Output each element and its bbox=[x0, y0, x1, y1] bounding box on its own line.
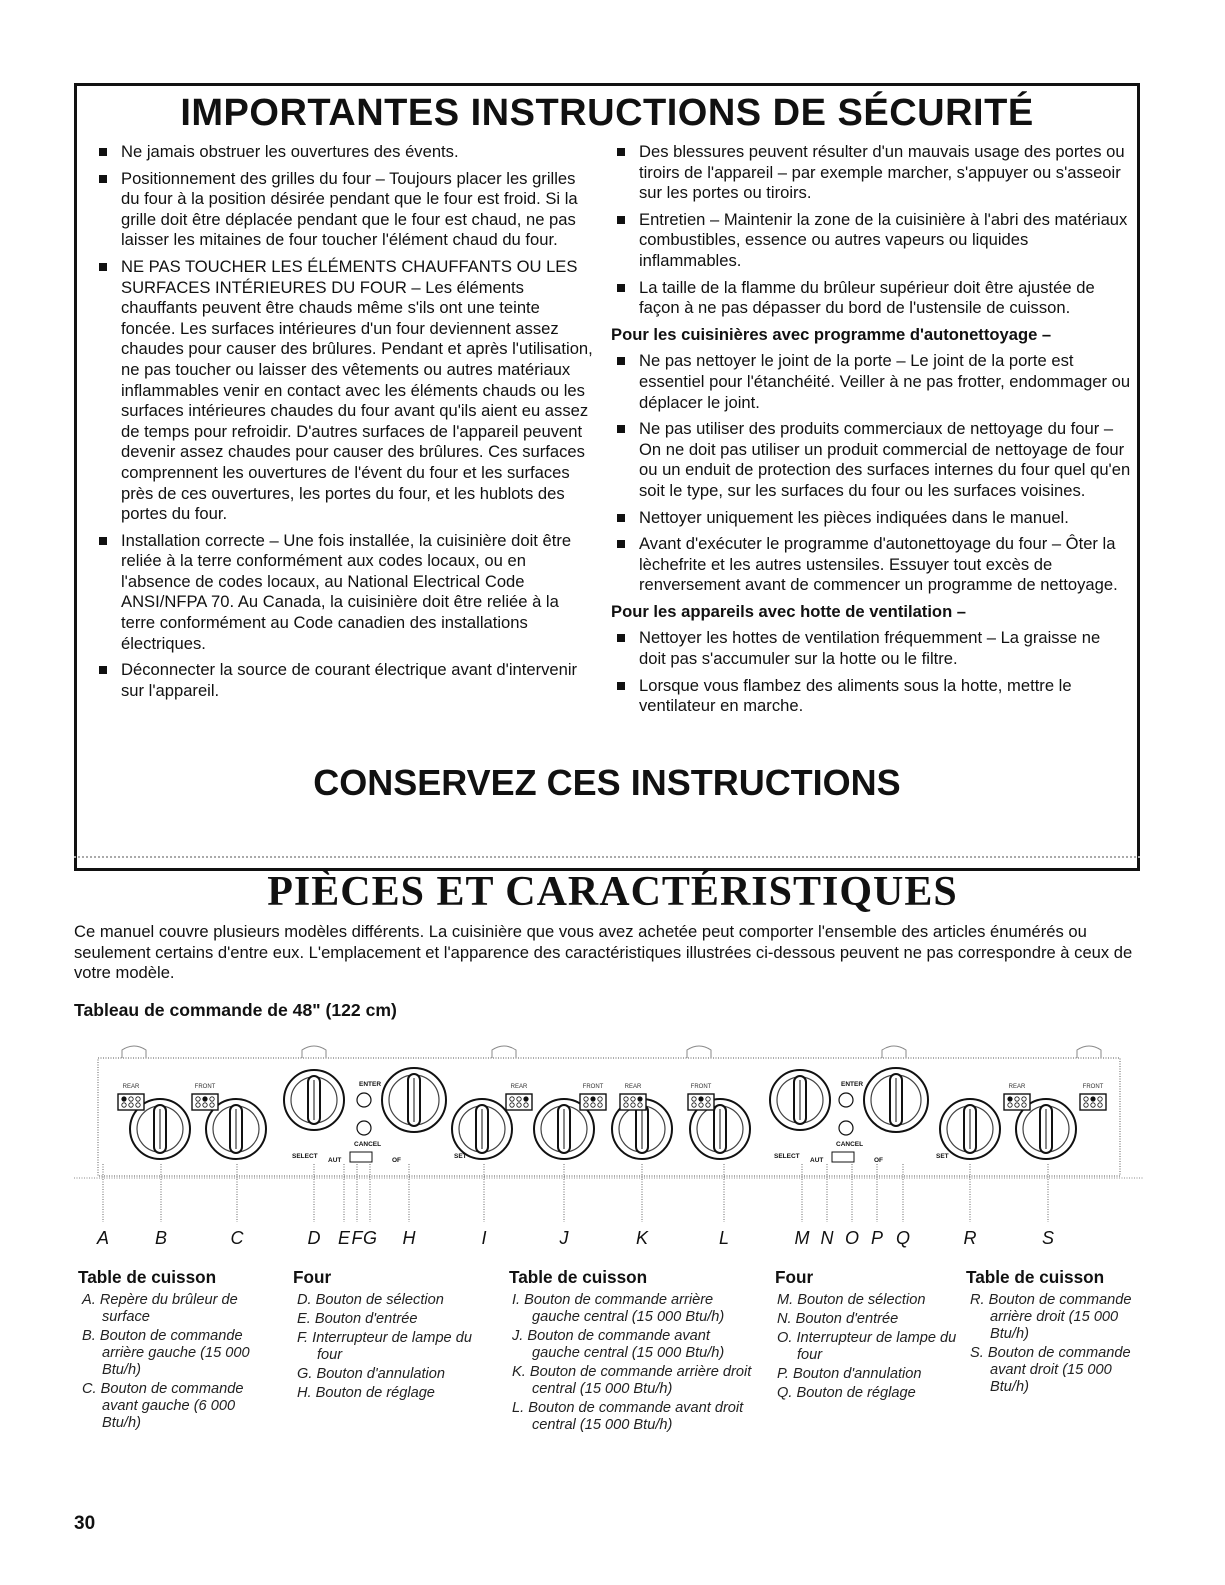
callout-letter: G bbox=[362, 1228, 378, 1248]
callout-letter: O bbox=[844, 1228, 860, 1248]
panel-hinge bbox=[122, 1046, 146, 1058]
surface-burner-marker bbox=[688, 1084, 714, 1110]
burner-marker-dot bbox=[122, 1103, 126, 1107]
callout-letter: R bbox=[963, 1228, 977, 1248]
burner-marker-dot bbox=[510, 1097, 514, 1101]
burner-marker-dot bbox=[631, 1097, 635, 1101]
callout-letter: M bbox=[794, 1228, 810, 1248]
callout-letter: C bbox=[230, 1228, 244, 1248]
safety-title: IMPORTANTES INSTRUCTIONS DE SÉCURITÉ bbox=[180, 92, 1034, 134]
surface-burner-marker bbox=[620, 1084, 646, 1110]
legend-item: B. Bouton de commande arrière gauche (15 000 Btu/h) bbox=[82, 1328, 250, 1378]
burner-marker-label: FRONT bbox=[690, 1084, 712, 1090]
set-label: SET bbox=[936, 1153, 949, 1160]
legend-item: F. Interrupteur de lampe du four bbox=[297, 1330, 472, 1363]
callout-letter: K bbox=[635, 1228, 649, 1248]
burner-marker-dot bbox=[203, 1103, 207, 1107]
legend-item: A. Repère du brûleur de surface bbox=[82, 1292, 238, 1325]
burner-marker-label: REAR bbox=[122, 1084, 140, 1090]
callout-letter: Q bbox=[895, 1228, 911, 1248]
legend-item: G. Bouton d'annulation bbox=[297, 1366, 446, 1382]
safety-right-column bbox=[611, 142, 1131, 723]
legend-item: N. Bouton d'entrée bbox=[777, 1311, 899, 1327]
legend-oven-head-2: Four bbox=[775, 1267, 814, 1287]
burner-marker-dot bbox=[129, 1097, 133, 1101]
enter-label: ENTER bbox=[841, 1081, 864, 1088]
panel-hinge bbox=[687, 1046, 711, 1058]
legend-cooktop-head-1: Table de cuisson bbox=[78, 1267, 217, 1287]
burner-marker-dot bbox=[692, 1097, 696, 1101]
cancel-button bbox=[839, 1121, 853, 1135]
burner-marker-dot bbox=[196, 1097, 200, 1101]
legend-item: J. Bouton de commande avant gauche central (15 000 Btu/h) bbox=[512, 1328, 725, 1361]
burner-marker-dot bbox=[584, 1097, 588, 1101]
page-number: 30 bbox=[74, 1513, 96, 1534]
safety-item: Nettoyer les hottes de ventilation fréquemment – La graisse ne doit pas s'accumuler sur la hotte ou le filtre. bbox=[611, 628, 1131, 669]
callout-letter: A bbox=[96, 1228, 110, 1248]
control-knob bbox=[452, 1099, 512, 1159]
burner-marker-dot bbox=[584, 1103, 588, 1107]
auto-label: AUT bbox=[810, 1157, 824, 1164]
burner-marker-dot bbox=[624, 1103, 628, 1107]
control-panel-diagram bbox=[74, 1036, 1144, 1268]
callout-letter: B bbox=[154, 1228, 168, 1248]
safety-item: Installation correcte – Une fois installée, la cuisinière doit être reliée à la terre conformément aux codes locaux, ou en l'absence de codes locaux, au National Electrical Code ANSI/NFPA 70. Au Canada, la cuisinière doit être reliée à la terre conformément au Code canadien des installations électriques. bbox=[93, 531, 593, 655]
surface-burner-marker bbox=[1080, 1084, 1106, 1110]
burner-marker-dot bbox=[1098, 1103, 1102, 1107]
burner-marker-dot bbox=[591, 1103, 595, 1107]
burner-marker-dot bbox=[1091, 1103, 1095, 1107]
burner-marker-dot bbox=[1008, 1097, 1012, 1101]
burner-marker-dot bbox=[510, 1103, 514, 1107]
set-label: SET bbox=[454, 1153, 467, 1160]
legend-oven-list-1 bbox=[297, 1292, 477, 1404]
surface-burner-marker bbox=[506, 1084, 532, 1110]
off-label: OF bbox=[392, 1157, 402, 1164]
legend-item: E. Bouton d'entrée bbox=[297, 1311, 418, 1327]
legend-cooktop-list-1 bbox=[82, 1292, 272, 1434]
panel-hinge bbox=[882, 1046, 906, 1058]
burner-marker-dot bbox=[1022, 1097, 1026, 1101]
legend-cooktop-list-3 bbox=[970, 1292, 1140, 1398]
burner-marker-dot bbox=[1084, 1097, 1088, 1101]
legend-item: S. Bouton de commande avant droit (15 000 Btu/h) bbox=[970, 1345, 1131, 1395]
legend-item: H. Bouton de réglage bbox=[297, 1385, 435, 1401]
safety-item: La taille de la flamme du brûleur supérieur doit être ajustée de façon à ne pas dépasser du bord de l'ustensile de cuisson. bbox=[611, 278, 1131, 319]
callout-letter: P bbox=[870, 1228, 884, 1248]
select-label: SELECT bbox=[292, 1153, 318, 1160]
legend-item: P. Bouton d'annulation bbox=[777, 1366, 922, 1382]
burner-marker-dot bbox=[591, 1097, 595, 1101]
burner-marker-label: FRONT bbox=[194, 1084, 216, 1090]
safety-item: Ne pas nettoyer le joint de la porte – Le joint de la porte est essentiel pour l'étanchéité. Veiller à ne pas frotter, endommager ou déplacer le joint. bbox=[611, 351, 1131, 413]
legend-item: R. Bouton de commande arrière droit (15 000 Btu/h) bbox=[970, 1292, 1132, 1342]
callout-letter: F bbox=[351, 1228, 363, 1248]
burner-marker-dot bbox=[210, 1103, 214, 1107]
legend-item: K. Bouton de commande arrière droit central (15 000 Btu/h) bbox=[512, 1364, 752, 1397]
burner-marker-dot bbox=[1008, 1103, 1012, 1107]
callout-letter: J bbox=[559, 1228, 569, 1248]
legend-cooktop-head-3: Table de cuisson bbox=[966, 1267, 1105, 1287]
safety-box bbox=[74, 83, 1140, 871]
legend-item: L. Bouton de commande avant droit central (15 000 Btu/h) bbox=[512, 1400, 744, 1433]
callout-letter: S bbox=[1041, 1228, 1055, 1248]
surface-burner-marker bbox=[118, 1084, 144, 1110]
safety-item: Avant d'exécuter le programme d'autonettoyage du four – Ôter la lèchefrite et les autres ustensiles. Essuyer tout excès de renversement avant de commencer un programme de nettoyage. bbox=[611, 534, 1131, 596]
burner-marker-dot bbox=[203, 1097, 207, 1101]
burner-marker-dot bbox=[624, 1097, 628, 1101]
burner-marker-dot bbox=[598, 1103, 602, 1107]
burner-marker-label: FRONT bbox=[1082, 1084, 1104, 1090]
legend-oven-list-2 bbox=[777, 1292, 957, 1404]
hood-subheading: Pour les appareils avec hotte de ventilation – bbox=[611, 601, 967, 621]
callout-letter: E bbox=[337, 1228, 351, 1248]
oven-light-switch bbox=[350, 1152, 372, 1162]
callout-letter: H bbox=[402, 1228, 416, 1248]
burner-marker-dot bbox=[1084, 1103, 1088, 1107]
control-knob bbox=[864, 1068, 928, 1132]
burner-marker-dot bbox=[1091, 1097, 1095, 1101]
safety-item: Ne pas utiliser des produits commerciaux de nettoyage du four – On ne doit pas utiliser un produit commercial de nettoyage de four ou un enduit de protection des surfaces internes du four quel qu'en soit le type, sur les surfaces du four ou les surfaces voisines. bbox=[611, 419, 1131, 501]
burner-marker-label: REAR bbox=[510, 1084, 528, 1090]
burner-marker-dot bbox=[122, 1097, 126, 1101]
burner-marker-label: REAR bbox=[624, 1084, 642, 1090]
burner-marker-label: FRONT bbox=[582, 1084, 604, 1090]
cancel-label: CANCEL bbox=[354, 1141, 382, 1148]
keep-instructions-title: CONSERVEZ CES INSTRUCTIONS bbox=[313, 762, 901, 803]
burner-marker-dot bbox=[136, 1103, 140, 1107]
callout-letter: L bbox=[718, 1228, 730, 1248]
safety-item: Positionnement des grilles du four – Toujours placer les grilles du four à la position désirée pendant que le four est froid. Si la grille doit être déplacée pendant que le four est chaud, ne pas laisser les mitaines de four toucher l'élément chaud du four. bbox=[93, 169, 593, 251]
safety-item: Ne jamais obstruer les ouvertures des évents. bbox=[93, 142, 593, 163]
control-knob bbox=[284, 1070, 344, 1130]
burner-marker-dot bbox=[517, 1097, 521, 1101]
callout-letter: I bbox=[481, 1228, 487, 1248]
burner-marker-dot bbox=[638, 1103, 642, 1107]
enter-button bbox=[357, 1093, 371, 1107]
control-knob bbox=[940, 1099, 1000, 1159]
features-title: PIÈCES ET CARACTÉRISTIQUES bbox=[267, 869, 958, 915]
cancel-button bbox=[357, 1121, 371, 1135]
legend-item: O. Interrupteur de lampe du four bbox=[777, 1330, 957, 1363]
legend-item: M. Bouton de sélection bbox=[777, 1292, 926, 1308]
safety-item: Lorsque vous flambez des aliments sous la hotte, mettre le ventilateur en marche. bbox=[611, 676, 1131, 717]
burner-marker-dot bbox=[210, 1097, 214, 1101]
safety-item: Entretien – Maintenir la zone de la cuisinière à l'abri des matériaux combustibles, essence ou autres vapeurs ou liquides inflammables. bbox=[611, 210, 1131, 272]
surface-burner-marker bbox=[192, 1084, 218, 1110]
burner-marker-dot bbox=[692, 1103, 696, 1107]
surface-burner-marker bbox=[580, 1084, 606, 1110]
off-label: OF bbox=[874, 1157, 884, 1164]
burner-marker-dot bbox=[524, 1097, 528, 1101]
features-intro: Ce manuel couvre plusieurs modèles différents. La cuisinière que vous avez achetée peut comporter l'ensemble des articles énumérés ou seulement certains d'entre eux. L'emplacement et l'apparence des caractéristiques illustrées ci-dessous peuvent ne pas correspondre à ceux de votre modèle. bbox=[74, 922, 1133, 982]
burner-marker-dot bbox=[1098, 1097, 1102, 1101]
legend-item: D. Bouton de sélection bbox=[297, 1292, 444, 1308]
burner-marker-label: REAR bbox=[1008, 1084, 1026, 1090]
surface-burner-marker bbox=[1004, 1084, 1030, 1110]
control-panel-heading: Tableau de commande de 48" (122 cm) bbox=[74, 1000, 397, 1020]
section-divider bbox=[74, 856, 1140, 858]
burner-marker-dot bbox=[524, 1103, 528, 1107]
cancel-label: CANCEL bbox=[836, 1141, 864, 1148]
oven-light-switch bbox=[832, 1152, 854, 1162]
legend-oven-head-1: Four bbox=[293, 1267, 332, 1287]
burner-marker-dot bbox=[517, 1103, 521, 1107]
burner-marker-dot bbox=[699, 1103, 703, 1107]
burner-marker-dot bbox=[638, 1097, 642, 1101]
legend-item: Q. Bouton de réglage bbox=[777, 1385, 916, 1401]
self-clean-subheading: Pour les cuisinières avec programme d'autonettoyage – bbox=[611, 324, 1052, 344]
burner-marker-dot bbox=[136, 1097, 140, 1101]
burner-marker-dot bbox=[706, 1103, 710, 1107]
burner-marker-dot bbox=[1015, 1097, 1019, 1101]
burner-marker-dot bbox=[598, 1097, 602, 1101]
legend-item: I. Bouton de commande arrière gauche central (15 000 Btu/h) bbox=[512, 1292, 725, 1325]
callout-letter: D bbox=[307, 1228, 321, 1248]
enter-button bbox=[839, 1093, 853, 1107]
control-knob bbox=[770, 1070, 830, 1130]
safety-item: Déconnecter la source de courant électrique avant d'intervenir sur l'appareil. bbox=[93, 660, 593, 701]
safety-item: NE PAS TOUCHER LES ÉLÉMENTS CHAUFFANTS OU LES SURFACES INTÉRIEURES DU FOUR – Les éléments chauffants peuvent être chauds même s'ils ont une teinte foncée. Les surfaces intérieures d'un four deviennent assez chaudes pour causer des brûlures. Pendant et après l'utilisation, ne pas toucher ou laisser des vêtements ou autres matériaux inflammables venir en contact avec les éléments chauds ou les surfaces intérieures chaudes du four avant qu'ils aient eu assez de temps pour refroidir. D'autres surfaces de l'appareil peuvent devenir assez chaudes pour causer des brûlures. Ces surfaces comprennent les ouvertures de l'évent du four et les surfaces près de ces ouvertures, les portes du four, et les hublots des portes du four. bbox=[93, 257, 593, 525]
safety-left-column bbox=[93, 142, 593, 707]
burner-marker-dot bbox=[699, 1097, 703, 1101]
enter-label: ENTER bbox=[359, 1081, 382, 1088]
burner-marker-dot bbox=[706, 1097, 710, 1101]
callout-letter: N bbox=[820, 1228, 834, 1248]
burner-marker-dot bbox=[196, 1103, 200, 1107]
select-label: SELECT bbox=[774, 1153, 800, 1160]
panel-hinge bbox=[302, 1046, 326, 1058]
control-knob bbox=[382, 1068, 446, 1132]
burner-marker-dot bbox=[129, 1103, 133, 1107]
legend-cooktop-list-2 bbox=[512, 1292, 752, 1436]
panel-hinge bbox=[492, 1046, 516, 1058]
panel-hinge bbox=[1077, 1046, 1101, 1058]
burner-marker-dot bbox=[1015, 1103, 1019, 1107]
auto-label: AUT bbox=[328, 1157, 342, 1164]
safety-item: Des blessures peuvent résulter d'un mauvais usage des portes ou tiroirs de l'appareil – par exemple marcher, s'appuyer ou s'asseoir sur les portes ou tiroirs. bbox=[611, 142, 1131, 204]
burner-marker-dot bbox=[1022, 1103, 1026, 1107]
legend-item: C. Bouton de commande avant gauche (6 000 Btu/h) bbox=[82, 1381, 244, 1431]
legend-cooktop-head-2: Table de cuisson bbox=[509, 1267, 648, 1287]
burner-marker-dot bbox=[631, 1103, 635, 1107]
safety-item: Nettoyer uniquement les pièces indiquées dans le manuel. bbox=[611, 508, 1131, 529]
